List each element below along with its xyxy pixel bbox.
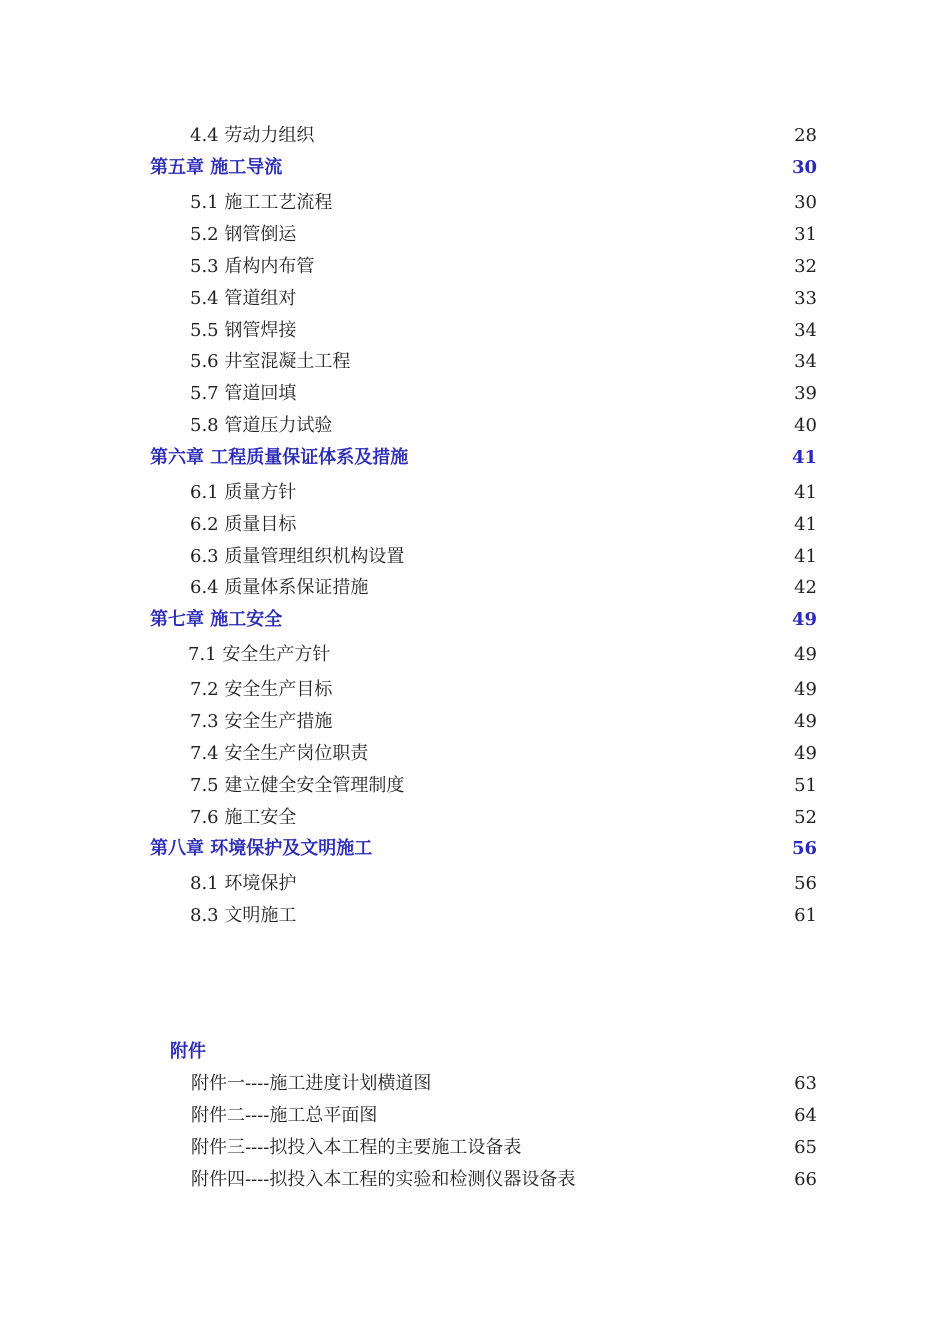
toc-entry[interactable]: [0, 675, 950, 705]
toc-chapter-page: 41: [791, 447, 817, 468]
toc-entry[interactable]: [0, 542, 950, 572]
toc-entry-label: 7.1 安全生产方针: [188, 644, 331, 665]
toc-entry-label: 7.2 安全生产目标: [190, 679, 333, 700]
attachment-label: 附件一----施工进度计划横道图: [191, 1073, 432, 1094]
toc-chapter[interactable]: [0, 605, 950, 635]
toc-entry-label: 7.6 施工安全: [190, 807, 297, 828]
attachments-heading: 附件: [170, 1041, 206, 1062]
toc-entry-page: 61: [794, 905, 817, 926]
toc-entry-label: 7.5 建立健全安全管理制度: [190, 775, 405, 796]
toc-entry-page: 33: [794, 288, 817, 309]
toc-entry-page: 41: [794, 546, 817, 567]
toc-chapter-label: 第五章 施工导流: [150, 157, 283, 178]
toc-entry[interactable]: [0, 316, 950, 346]
toc-entry-page: 49: [794, 679, 817, 700]
toc-entry-page: 40: [794, 415, 817, 436]
toc-entry-label: 4.4 劳动力组织: [190, 125, 315, 146]
attachment-label: 附件四----拟投入本工程的实验和检测仪器设备表: [191, 1169, 576, 1190]
attachment-page: 63: [794, 1073, 817, 1094]
toc-entry-page: 39: [794, 383, 817, 404]
toc-entry[interactable]: [0, 411, 950, 441]
toc-chapter-page: 56: [791, 838, 817, 859]
attachment-entry[interactable]: [0, 1069, 950, 1099]
toc-entry-page: 30: [794, 192, 817, 213]
toc-chapter-label: 第八章 环境保护及文明施工: [150, 838, 373, 859]
toc-chapter[interactable]: [0, 153, 950, 183]
toc-entry-page: 28: [794, 125, 817, 146]
attachment-label: 附件二----施工总平面图: [191, 1105, 378, 1126]
toc-chapter[interactable]: [0, 834, 950, 864]
toc-entry-label: 7.4 安全生产岗位职责: [190, 743, 369, 764]
toc-entry[interactable]: [0, 121, 950, 151]
toc-entry[interactable]: [0, 771, 950, 801]
toc-entry-label: 5.6 井室混凝土工程: [190, 351, 351, 372]
toc-entry-label: 5.5 钢管焊接: [190, 320, 297, 341]
toc-entry-label: 5.7 管道回填: [190, 383, 297, 404]
toc-entry[interactable]: [0, 573, 950, 603]
toc-entry-page: 32: [794, 256, 817, 277]
toc-entry[interactable]: [0, 347, 950, 377]
toc-entry[interactable]: [0, 510, 950, 540]
toc-entry-label: 5.8 管道压力试验: [190, 415, 333, 436]
toc-entry-label: 6.1 质量方针: [190, 482, 297, 503]
toc-entry[interactable]: [0, 640, 950, 670]
toc-chapter-page: 49: [791, 609, 817, 630]
toc-entry-page: 31: [794, 224, 817, 245]
toc-entry-page: 52: [794, 807, 817, 828]
toc-entry-page: 34: [794, 320, 817, 341]
toc-entry-label: 6.4 质量体系保证措施: [190, 577, 369, 598]
toc-entry[interactable]: [0, 478, 950, 508]
toc-chapter-label: 第六章 工程质量保证体系及措施: [150, 447, 409, 468]
toc-entry[interactable]: [0, 252, 950, 282]
attachment-entry[interactable]: [0, 1101, 950, 1131]
toc-entry-label: 5.2 钢管倒运: [190, 224, 297, 245]
toc-chapter-label: 第七章 施工安全: [150, 609, 283, 630]
toc-entry[interactable]: [0, 284, 950, 314]
toc-entry[interactable]: [0, 379, 950, 409]
toc-entry[interactable]: [0, 220, 950, 250]
toc-entry-page: 34: [794, 351, 817, 372]
toc-entry-label: 8.1 环境保护: [190, 873, 297, 894]
toc-entry[interactable]: [0, 707, 950, 737]
toc-chapter[interactable]: [0, 443, 950, 473]
toc-entry-label: 6.3 质量管理组织机构设置: [190, 546, 405, 567]
attachment-page: 64: [794, 1105, 817, 1126]
toc-entry-page: 42: [794, 577, 817, 598]
toc-entry-page: 41: [794, 514, 817, 535]
toc-entry-page: 41: [794, 482, 817, 503]
toc-entry[interactable]: [0, 188, 950, 218]
toc-entry[interactable]: [0, 739, 950, 769]
toc-entry-label: 7.3 安全生产措施: [190, 711, 333, 732]
toc-entry-label: 8.3 文明施工: [190, 905, 297, 926]
toc-entry-page: 56: [794, 873, 817, 894]
toc-entry[interactable]: [0, 803, 950, 833]
attachment-entry[interactable]: [0, 1133, 950, 1163]
attachment-page: 65: [794, 1137, 817, 1158]
toc-entry[interactable]: [0, 901, 950, 931]
toc-entry-label: 6.2 质量目标: [190, 514, 297, 535]
toc-entry-label: 5.4 管道组对: [190, 288, 297, 309]
attachment-page: 66: [794, 1169, 817, 1190]
toc-entry-page: 51: [794, 775, 817, 796]
toc-entry-page: 49: [794, 711, 817, 732]
toc-entry-page: 49: [794, 644, 817, 665]
toc-chapter-page: 30: [791, 157, 817, 178]
attachment-label: 附件三----拟投入本工程的主要施工设备表: [191, 1137, 522, 1158]
toc-entry-label: 5.1 施工工艺流程: [190, 192, 333, 213]
toc-entry-page: 49: [794, 743, 817, 764]
toc-entry[interactable]: [0, 869, 950, 899]
toc-entry-label: 5.3 盾构内布管: [190, 256, 315, 277]
attachment-entry[interactable]: [0, 1165, 950, 1195]
